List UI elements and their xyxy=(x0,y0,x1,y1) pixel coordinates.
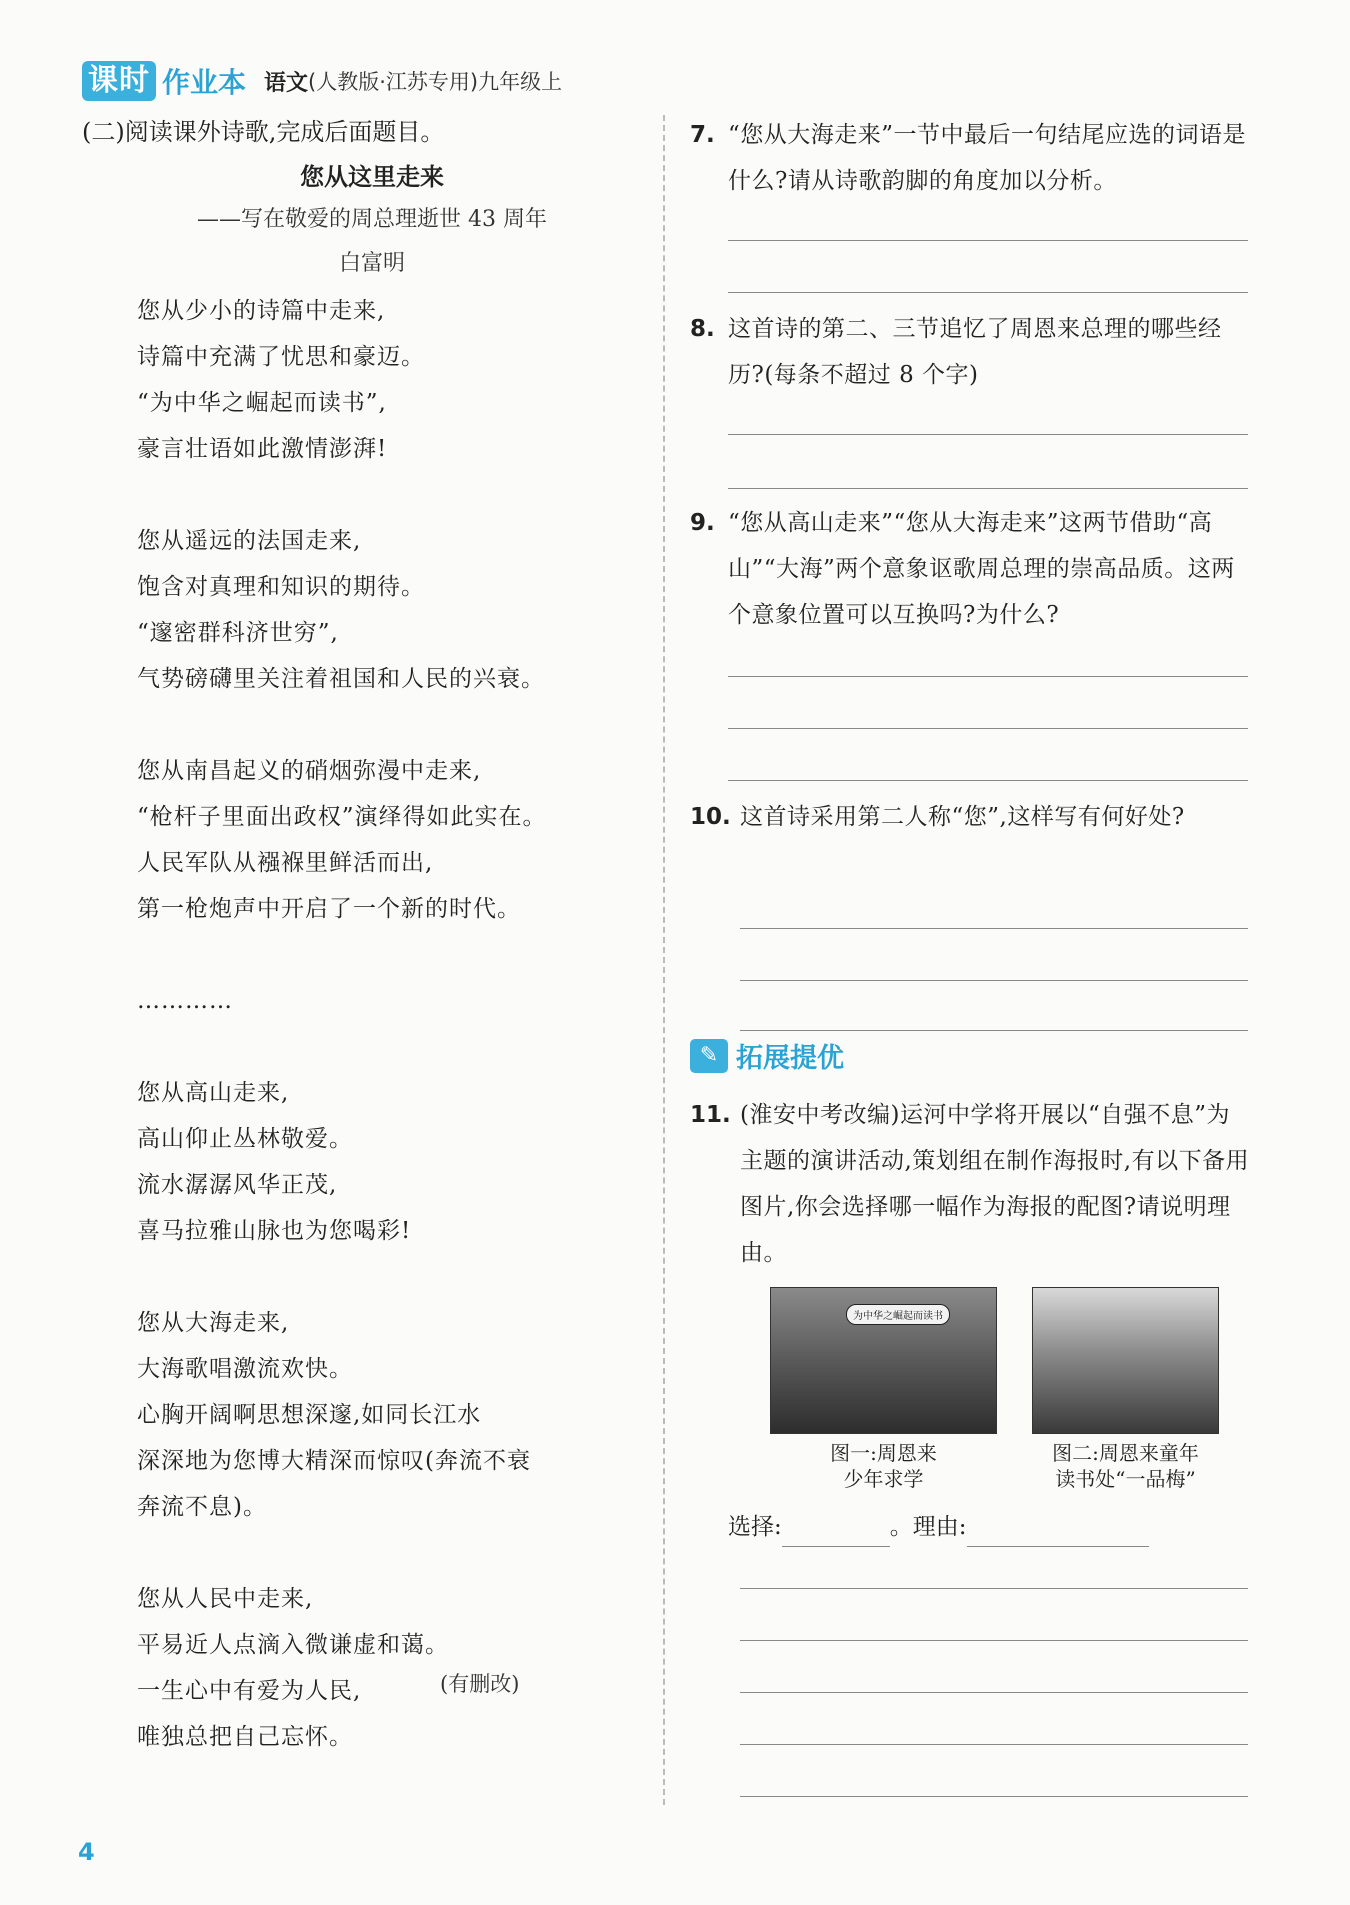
answer-line[interactable] xyxy=(740,928,1248,929)
poem-line: 流水潺潺风华正茂, xyxy=(137,1172,338,1198)
figure-1-caption-line2: 少年求学 xyxy=(843,1467,924,1491)
answer-line[interactable] xyxy=(740,1796,1248,1797)
answer-line[interactable] xyxy=(740,1640,1248,1641)
poem-body xyxy=(137,288,662,1760)
pencil-note-icon: ✎ xyxy=(690,1039,728,1073)
select-blank[interactable] xyxy=(782,1516,890,1547)
figure-1-image xyxy=(770,1287,997,1434)
answer-line[interactable] xyxy=(740,1692,1248,1693)
figure-1-caption-line1: 图一:周恩来 xyxy=(830,1441,937,1465)
poem-line: 您从人民中走来, xyxy=(137,1586,314,1612)
poem-line: 第一枪炮声中开启了一个新的时代。 xyxy=(137,896,521,922)
reading-section-title: (二)阅读课外诗歌,完成后面题目。 xyxy=(82,118,445,146)
extension-section-title: 拓展提优 xyxy=(736,1043,844,1074)
poem-line: 豪言壮语如此激情澎湃! xyxy=(137,436,388,462)
poem-line: 人民军队从襁褓里鲜活而出, xyxy=(137,850,434,876)
question-number: 8. xyxy=(690,316,715,342)
question-text: (淮安中考改编)运河中学将开展以“自强不息”为主题的演讲活动,策划组在制作海报时,有以下备用图片,你会选择哪一幅作为海报的配图?请说明理由。 xyxy=(740,1102,1250,1266)
figure-1[interactable] xyxy=(770,1287,997,1492)
select-label: 选择: xyxy=(728,1514,782,1540)
poem-line: 您从南昌起义的硝烟弥漫中走来, xyxy=(137,758,482,784)
answer-line[interactable] xyxy=(728,676,1248,677)
question-text: 这首诗采用第二人称“您”,这样写有何好处? xyxy=(740,804,1185,830)
poem-line: 喜马拉雅山脉也为您喝彩! xyxy=(137,1218,412,1244)
poem-line: 您从少小的诗篇中走来, xyxy=(137,298,386,324)
stanza-ellipsis xyxy=(137,978,662,1024)
poem-line: 您从大海走来, xyxy=(137,1310,290,1336)
brand-name: 作业本 xyxy=(162,66,247,99)
figure-2-caption-line2: 读书处“一品梅” xyxy=(1055,1467,1196,1491)
answer-line[interactable] xyxy=(740,1030,1248,1031)
poem-line: 您从遥远的法国走来, xyxy=(137,528,362,554)
speech-bubble: 为中华之崛起而读书 xyxy=(846,1304,950,1325)
question-number: 9. xyxy=(690,510,715,536)
page-header xyxy=(82,60,562,102)
stanza xyxy=(137,1070,662,1254)
book-edition: (人教版·江苏专用)九年级上 xyxy=(308,70,563,94)
question-number: 11. xyxy=(690,1102,731,1128)
answer-line[interactable] xyxy=(740,1744,1248,1745)
poem-source-note: (有删改) xyxy=(440,1672,520,1696)
poem-line: 诗篇中充满了忧思和豪迈。 xyxy=(137,344,425,370)
figure-pair xyxy=(770,1287,1240,1491)
extension-section-header xyxy=(690,1036,844,1075)
stanza xyxy=(137,518,662,702)
poem-line: 大海歌唱激流欢快。 xyxy=(137,1356,353,1382)
poem-line: “邃密群科济世穷”, xyxy=(137,620,339,646)
question-9 xyxy=(690,500,1250,638)
poem-line: 饱含对真理和知识的期待。 xyxy=(137,574,425,600)
stanza xyxy=(137,748,662,932)
question-number: 7. xyxy=(690,122,715,148)
question-7 xyxy=(690,112,1250,204)
poem-author: 白富明 xyxy=(338,251,405,276)
answer-line[interactable] xyxy=(728,780,1248,781)
poem-line: 唯独总把自己忘怀。 xyxy=(137,1724,353,1750)
poem-line: “为中华之崛起而读书”, xyxy=(137,390,387,416)
left-column xyxy=(82,112,662,1806)
poem-title: 您从这里走来 xyxy=(300,163,444,191)
figure-2[interactable] xyxy=(1032,1287,1219,1492)
answer-line[interactable] xyxy=(728,728,1248,729)
poem-line: 平易近人点滴入微谦虚和蔼。 xyxy=(137,1632,449,1658)
question-10 xyxy=(690,794,1250,840)
reason-label: 。理由: xyxy=(889,1514,967,1540)
poem-line: 心胸开阔啊思想深邃,如同长江水 xyxy=(137,1402,482,1428)
reason-blank[interactable] xyxy=(967,1516,1149,1547)
poem-line: 一生心中有爱为人民, xyxy=(137,1678,362,1704)
poem-subtitle: ——写在敬爱的周总理逝世 43 周年 xyxy=(197,207,547,232)
poem-line: 高山仰止丛林敬爱。 xyxy=(137,1126,353,1152)
poem-line: 奔流不息)。 xyxy=(137,1494,267,1520)
question-text: “您从大海走来”一节中最后一句结尾应选的词语是什么?请从诗歌韵脚的角度加以分析。 xyxy=(728,122,1247,194)
answer-line[interactable] xyxy=(728,434,1248,435)
brand-logo: 课时 xyxy=(82,61,156,101)
poem-line: 深深地为您博大精深而惊叹(奔流不衰 xyxy=(137,1448,531,1474)
question-text: 这首诗的第二、三节追忆了周恩来总理的哪些经历?(每条不超过 8 个字) xyxy=(728,316,1222,388)
poem-line: 气势磅礴里关注着祖国和人民的兴衰。 xyxy=(137,666,545,692)
answer-line[interactable] xyxy=(740,980,1248,981)
page-number: 4 xyxy=(78,1838,95,1866)
answer-line[interactable] xyxy=(728,292,1248,293)
stanza xyxy=(137,288,662,472)
book-subject: 语文 xyxy=(264,70,309,96)
answer-line[interactable] xyxy=(740,1588,1248,1589)
stanza xyxy=(137,1300,662,1530)
question-text: “您从高山走来”“您从大海走来”这两节借助“高山”“大海”两个意象讴歌周总理的崇高品质。这两个意象位置可以互换吗?为什么? xyxy=(728,510,1235,628)
question-8 xyxy=(690,306,1250,398)
column-divider xyxy=(663,115,665,1805)
figure-2-image xyxy=(1032,1287,1219,1434)
select-reason-row xyxy=(728,1507,1149,1547)
poem-line: “枪杆子里面出政权”演绎得如此实在。 xyxy=(137,804,547,830)
answer-line[interactable] xyxy=(728,240,1248,241)
stanza xyxy=(137,1576,662,1760)
question-number: 10. xyxy=(690,804,731,830)
poem-line: 您从高山走来, xyxy=(137,1080,290,1106)
question-11 xyxy=(690,1092,1250,1276)
answer-line[interactable] xyxy=(728,488,1248,489)
poem-ellipsis: ………… xyxy=(137,988,233,1014)
figure-2-caption-line1: 图二:周恩来童年 xyxy=(1052,1441,1199,1465)
